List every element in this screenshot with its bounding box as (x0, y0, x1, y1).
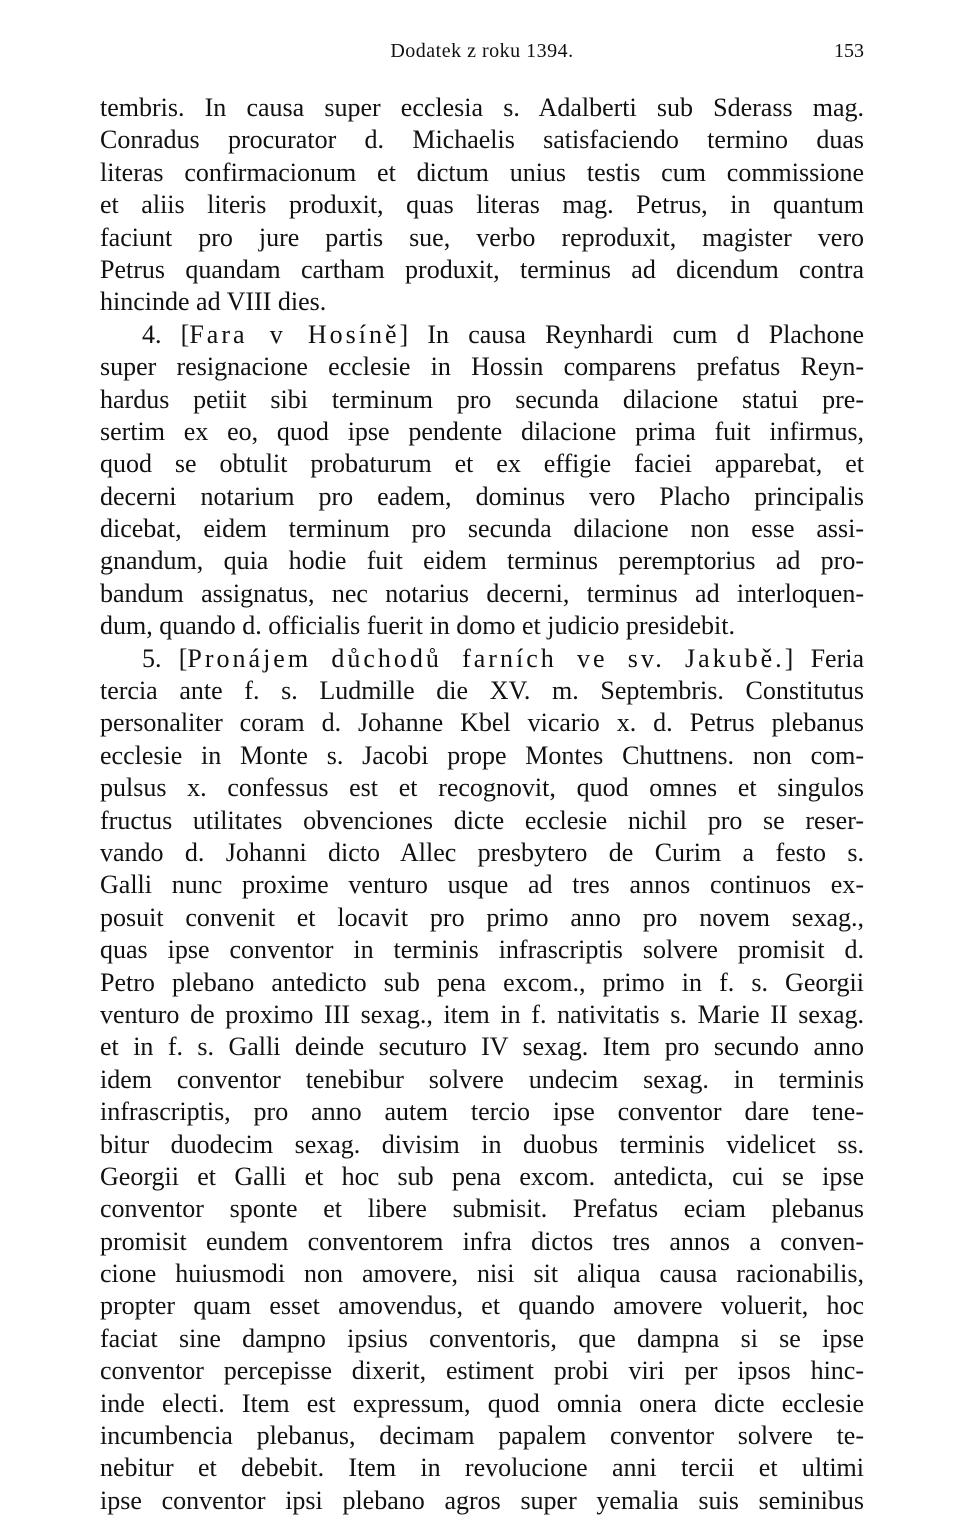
text-line: incumbencia plebanus, decimam papalem conventor solvere te- (100, 1421, 864, 1451)
text-line: faciat sine dampno ipsius conventoris, que dampna si se ipse (100, 1323, 864, 1353)
text-line: sertim ex eo, quod ipse pendente dilacione prima fuit infirmus, (100, 416, 864, 446)
text-line: propter quam esset amovendus, et quando amovere voluerit, hoc (100, 1291, 864, 1321)
text-line: et aliis literis produxit, quas literas mag. Petrus, in quantum (100, 190, 864, 220)
text-line: gnandum, quia hodie fuit eidem terminus peremptorius ad pro- (100, 546, 864, 576)
text-line: quod se obtulit probaturum et ex effigie faciei apparebat, et (100, 449, 864, 479)
body-text (100, 92, 864, 1517)
text-line: venturo de proximo III sexag., item in f. nativitatis s. Marie II sexag. (100, 999, 864, 1029)
text-line: fructus utilitates obvenciones dicte ecclesie nichil pro se reser- (100, 805, 864, 835)
text-line: Petro plebano antedicto sub pena excom., primo in f. s. Georgii (100, 967, 864, 997)
text-run: ] In causa Reynhardi cum d Plachone (399, 319, 864, 349)
text-line: promisit eundem conventorem infra dictos tres annos a conven- (100, 1226, 864, 1256)
text-line: nebitur et debebit. Item in revolucione anni tercii et ultimi (100, 1453, 864, 1483)
text-line: vando d. Johanni dicto Allec presbytero de Curim a festo s. (100, 837, 864, 867)
text-line: dum, quando d. officialis fuerit in domo et judicio presidebit. (100, 611, 735, 641)
text-line: bitur duodecim sexag. divisim in duobus terminis videlicet ss. (100, 1129, 864, 1159)
text-line: pulsus x. confessus est et recognovit, quod omnes et singulos (100, 773, 864, 803)
text-line: cione huiusmodi non amovere, nisi sit aliqua causa racionabilis, (100, 1259, 864, 1289)
running-head (100, 36, 864, 66)
text-line: dicebat, eidem terminum pro secunda dilacione non esse assi- (100, 514, 864, 544)
text-line: tercia ante f. s. Ludmille die XV. m. Septembris. Constitutus (100, 676, 864, 706)
text-line: conventor sponte et libere submisit. Prefatus eciam plebanus (100, 1194, 864, 1224)
section-title: Fara v Hosíně (189, 319, 400, 349)
text-line: ecclesie in Monte s. Jacobi prope Montes Chuttnens. non com- (100, 740, 864, 770)
text-line: Georgii et Galli et hoc sub pena excom. antedicta, cui se ipse (100, 1161, 864, 1191)
running-title: Dodatek z roku 1394. (390, 40, 574, 62)
text-line: et in f. s. Galli deinde secuturo IV sexag. Item pro secundo anno (100, 1032, 864, 1062)
section-number: 4. [ (142, 319, 190, 349)
text-line: decerni notarium pro eadem, dominus vero Placho principalis (100, 481, 864, 511)
text-line: hincinde ad VIII dies. (100, 287, 327, 317)
text-line: infrascriptis, pro anno autem tercio ipse conventor dare tene- (100, 1097, 864, 1127)
text-line: Galli nunc proxime venturo usque ad tres annos continuos ex- (100, 870, 864, 900)
text-line: faciunt pro jure partis sue, verbo reproduxit, magister vero (100, 222, 864, 252)
text-line: literas confirmacionum et dictum unius testis cum commissione (100, 157, 864, 187)
text-line: bandum assignatus, nec notarius decerni, terminus ad interloquen- (100, 578, 864, 608)
text-line: quas ipse conventor in terminis infrascriptis solvere promisit d. (100, 935, 864, 965)
text-line: Conradus procurator d. Michaelis satisfaciendo termino duas (100, 125, 864, 155)
section-heading-line-4 (100, 319, 864, 351)
text-line: ipse conventor ipsi plebano agros super yemalia suis seminibus (100, 1485, 864, 1515)
text-line: tembris. In causa super ecclesia s. Adalberti sub Sderass mag. (100, 93, 864, 122)
text-line: inde electi. Item est expressum, quod omnia onera dicte ecclesie (100, 1388, 864, 1418)
text-line: Petrus quandam cartham produxit, terminus ad dicendum contra (100, 254, 864, 284)
text-line: posuit convenit et locavit pro primo anno pro novem sexag., (100, 902, 864, 932)
section-heading-line-5 (100, 643, 864, 675)
page-number: 153 (834, 40, 864, 62)
section-number: 5. [ (142, 643, 188, 673)
section-title: Pronájem důchodů farních ve sv. Jakubě. (187, 643, 785, 673)
text-line: conventor percepisse dixerit, estiment probi viri per ipsos hinc- (100, 1356, 864, 1386)
text-line: hardus petiit sibi terminum pro secunda dilacione statui pre- (100, 384, 864, 414)
text-line: super resignacione ecclesie in Hossin comparens prefatus Reyn- (100, 352, 864, 382)
text-line: idem conventor tenebibur solvere undecim sexag. in terminis (100, 1064, 864, 1094)
text-run: ] Feria (784, 643, 864, 673)
text-line: personaliter coram d. Johanne Kbel vicario x. d. Petrus plebanus (100, 708, 864, 738)
